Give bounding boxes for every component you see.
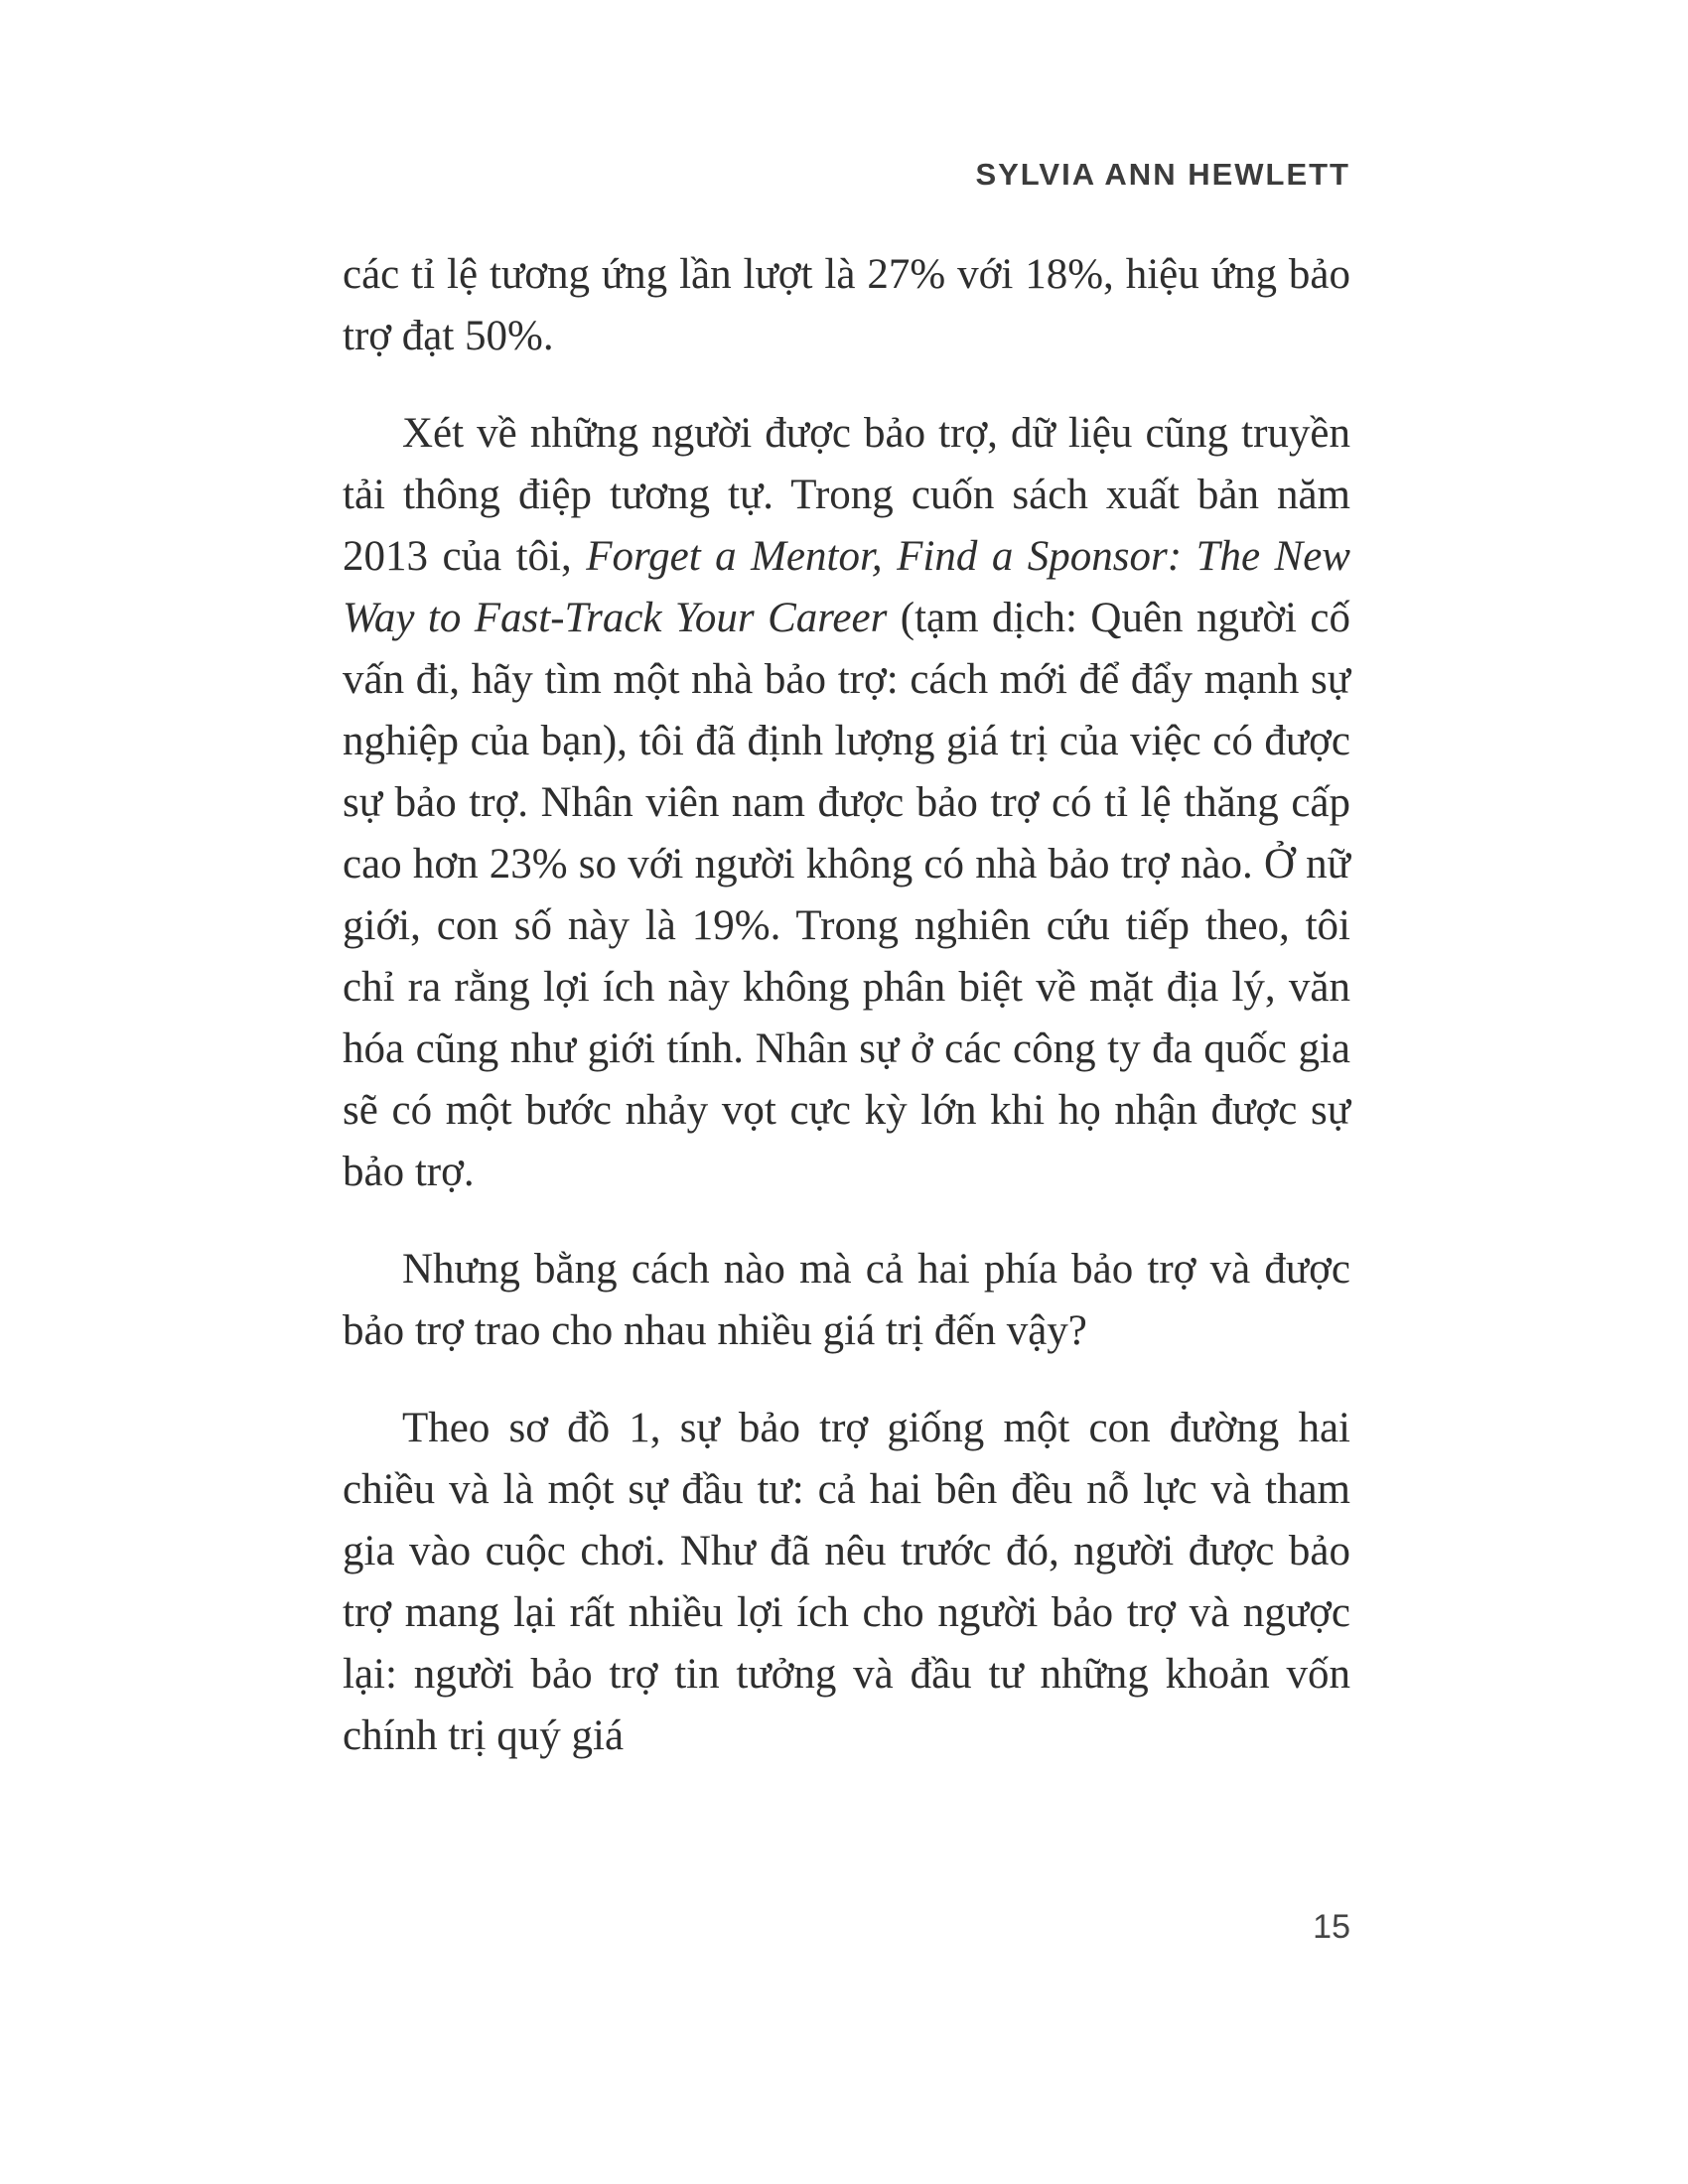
paragraph xyxy=(343,1239,1350,1362)
paragraph-text: Nhưng bằng cách nào mà cả hai phía bảo trợ và được bảo trợ trao cho nhau nhiều giá trị đến vậy? xyxy=(343,1246,1350,1354)
page-number: 15 xyxy=(1313,1908,1350,1946)
paragraph-text: Xét về những người được bảo trợ, dữ liệu cũng truyền tải thông điệp tương tự. Trong cuốn sách xuất bản năm 2013 của tôi, xyxy=(343,410,1350,580)
paragraph-text: (tạm dịch: Quên người cố vấn đi, hãy tìm một nhà bảo trợ: cách mới để đẩy mạnh sự nghiệp của bạn), tôi đã định lượng giá trị của việc có được sự bảo trợ. Nhân viên nam được bảo trợ có tỉ lệ thăng cấp cao hơn 23% so với người không có nhà bảo trợ nào. Ở nữ giới, con số này là 19%. Trong nghiên cứu tiếp theo, tôi chỉ ra rằng lợi ích này không phân biệt về mặt địa lý, văn hóa cũng như giới tính. Nhân sự ở các công ty đa quốc gia sẽ có một bước nhảy vọt cực kỳ lớn khi họ nhận được sự bảo trợ. xyxy=(343,595,1351,1195)
paragraph xyxy=(343,1398,1350,1767)
running-header-author: SYLVIA ANN HEWLETT xyxy=(975,157,1350,192)
paragraph xyxy=(343,244,1350,367)
paragraph xyxy=(343,403,1350,1203)
paragraph-text: các tỉ lệ tương ứng lần lượt là 27% với 18%, hiệu ứng bảo trợ đạt 50%. xyxy=(343,251,1350,359)
book-title-italic: Forget a Mentor, Find a Sponsor: The New Way to Fast-Track Your Career xyxy=(343,533,1350,641)
body-text xyxy=(343,244,1350,1803)
paragraph-text: Theo sơ đồ 1, sự bảo trợ giống một con đường hai chiều và là một sự đầu tư: cả hai bên đều nỗ lực và tham gia vào cuộc chơi. Như đã nêu trước đó, người được bảo trợ mang lại rất nhiều lợi ích cho người bảo trợ và ngược lại: người bảo trợ tin tưởng và đầu tư những khoản vốn chính trị quý giá xyxy=(343,1405,1350,1759)
